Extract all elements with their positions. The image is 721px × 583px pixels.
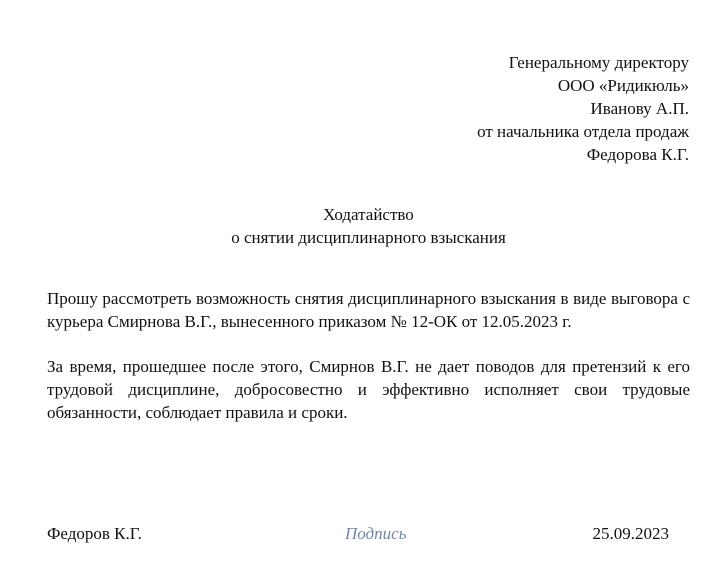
body-paragraph-1: Прошу рассмотреть возможность снятия дисциплинарного взыскания в виде выговора с курьера Смирнова В.Г., вынесенного приказом № 12-ОК от 12.05.2023 г. (47, 289, 690, 331)
addressee-position: Генеральному директору (508, 53, 689, 72)
sender-position: от начальника отдела продаж (477, 122, 689, 141)
body-paragraph-2: За время, прошедшее после этого, Смирнов В.Г. не дает поводов для претензий к его трудовой дисциплине, добросовестно и эффективно исполняет свои трудовые обязанности, соблюдает правила и сроки. (47, 357, 690, 422)
document-title (0, 203, 721, 249)
document-date: 25.09.2023 (592, 524, 669, 543)
document-body (47, 287, 690, 446)
sender-name: Федорова К.Г. (586, 145, 689, 164)
title-subject: о снятии дисциплинарного взыскания (231, 228, 506, 247)
title-main: Ходатайство (323, 205, 414, 224)
addressee-block (477, 51, 689, 166)
signature-placeholder: Подпись (345, 524, 407, 543)
addressee-company: ООО «Ридикюль» (557, 76, 689, 95)
signer-name: Федоров К.Г. (47, 524, 142, 543)
addressee-name: Иванову А.П. (590, 99, 689, 118)
